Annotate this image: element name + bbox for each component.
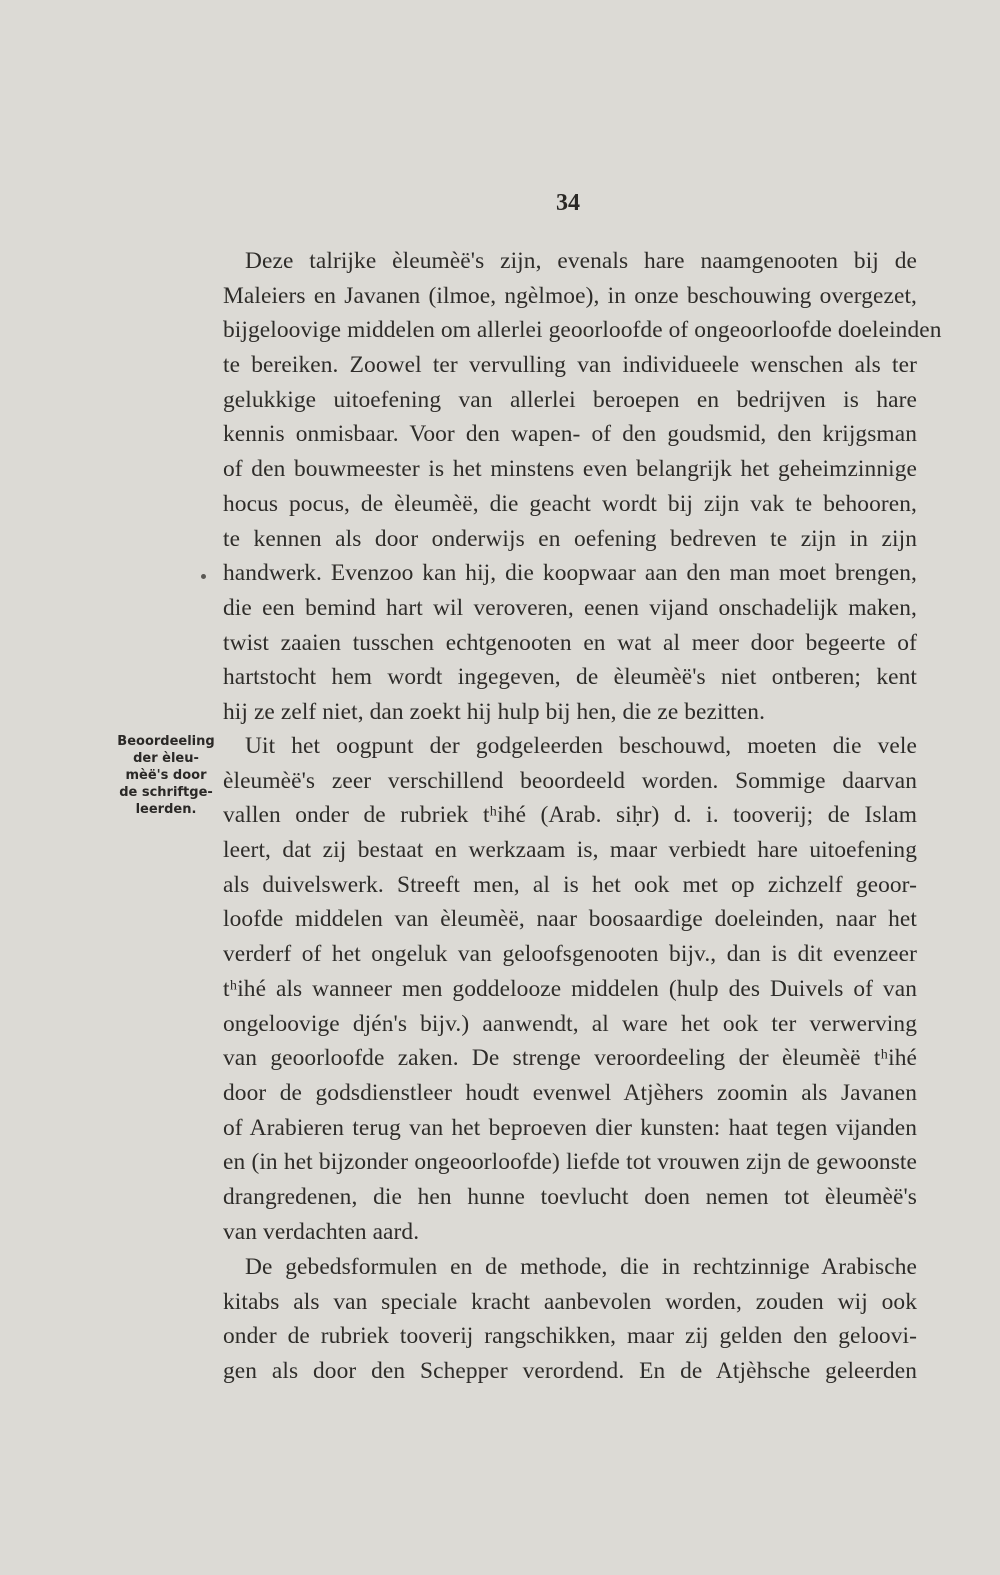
text-line: hartstocht hem wordt ingegeven, de èleumèë's niet ontberen; kent bbox=[223, 664, 917, 691]
text-line: bijgeloovige middelen om allerlei geoorloofde of ongeoorloofde doeleinden bbox=[223, 317, 942, 344]
stray-ink-dot bbox=[201, 574, 206, 579]
text-line: te bereiken. Zoowel ter vervulling van individueele wenschen als ter bbox=[223, 352, 917, 379]
margin-note-line: Beoordeeling bbox=[117, 734, 215, 749]
text-line: De gebedsformulen en de methode, die in rechtzinnige Arabische bbox=[245, 1254, 917, 1280]
text-line: als duivelswerk. Streeft men, al is het ook met op zichzelf geoor- bbox=[223, 871, 917, 898]
text-line: door de godsdienstleer houdt evenwel Atjèhers zoomin als Javanen bbox=[223, 1079, 917, 1106]
text-line: Uit het oogpunt der godgeleerden beschouwd, moeten die vele bbox=[245, 733, 917, 759]
text-line: handwerk. Evenzoo kan hij, die koopwaar aan den man moet brengen, bbox=[223, 560, 917, 587]
margin-note-line: der èleu- bbox=[133, 751, 199, 766]
margin-note bbox=[112, 733, 220, 818]
text-line: Maleiers en Javanen (ilmoe, ngèlmoe), in onze beschouwing overgezet, bbox=[223, 282, 917, 309]
text-line: of Arabieren terug van het beproeven dier kunsten: haat tegen vijanden bbox=[223, 1114, 917, 1141]
text-line: of den bouwmeester is het minstens even belangrijk het geheimzinnige bbox=[223, 456, 917, 483]
text-line: twist zaaien tusschen echtgenooten en wat al meer door begeerte of bbox=[223, 629, 917, 656]
text-line: verderf of het ongeluk van geloofsgenooten bijv., dan is dit evenzeer bbox=[223, 941, 917, 968]
paragraph-1 bbox=[223, 244, 942, 730]
text-line: gen als door den Schepper verordend. En de Atjèhsche geleerden bbox=[223, 1358, 917, 1385]
text-line: gelukkige uitoefening van allerlei beroepen en bedrijven is hare bbox=[223, 386, 917, 413]
text-line: kennis onmisbaar. Voor den wapen- of den goudsmid, den krijgsman bbox=[223, 421, 917, 448]
margin-note-line: mèë's door bbox=[125, 768, 207, 783]
text-line: die een bemind hart wil veroveren, eenen vijand onschadelijk maken, bbox=[223, 594, 917, 621]
text-line: hocus pocus, de èleumèë, die geacht wordt bij zijn vak te behooren, bbox=[223, 490, 917, 517]
text-line: ongeloovige djén's bijv.) aanwendt, al ware het ook ter verwerving bbox=[223, 1010, 917, 1037]
text-line: Deze talrijke èleumèë's zijn, evenals hare naamgenooten bij de bbox=[245, 248, 917, 274]
margin-note-line: de schriftge- bbox=[119, 785, 213, 800]
text-line: vallen onder de rubriek tʰihé (Arab. siḥr) d. i. tooverij; de Islam bbox=[223, 802, 917, 829]
paragraph-3 bbox=[223, 1250, 917, 1389]
text-line: hij ze zelf niet, dan zoekt hij hulp bij hen, die ze bezitten. bbox=[223, 698, 766, 725]
text-line: kitabs als van speciale kracht aanbevolen worden, zouden wij ook bbox=[223, 1288, 917, 1315]
text-line: tʰihé als wanneer men goddelooze middelen (hulp des Duivels of van bbox=[223, 975, 917, 1002]
text-line: èleumèë's zeer verschillend beoordeeld worden. Sommige daarvan bbox=[223, 767, 917, 794]
paragraph-2 bbox=[223, 729, 917, 1249]
text-line: van geoorloofde zaken. De strenge veroordeeling der èleumèë tʰihé bbox=[223, 1045, 917, 1072]
text-line: drangredenen, die hen hunne toevlucht doen nemen tot èleumèë's bbox=[223, 1183, 917, 1210]
text-line: loofde middelen van èleumèë, naar boosaardige doeleinden, naar het bbox=[223, 906, 917, 933]
text-line: onder de rubriek tooverij rangschikken, maar zij gelden den geloovi- bbox=[223, 1323, 917, 1350]
text-line: en (in het bijzonder ongeoorloofde) liefde tot vrouwen zijn de gewoonste bbox=[223, 1149, 917, 1176]
text-line: te kennen als door onderwijs en oefening bedreven te zijn in zijn bbox=[223, 525, 917, 552]
text-line: van verdachten aard. bbox=[223, 1218, 420, 1245]
page-number: 34 bbox=[556, 190, 580, 216]
margin-note-line: leerden. bbox=[135, 802, 197, 817]
text-line: leert, dat zij bestaat en werkzaam is, maar verbiedt hare uitoefening bbox=[223, 837, 917, 864]
